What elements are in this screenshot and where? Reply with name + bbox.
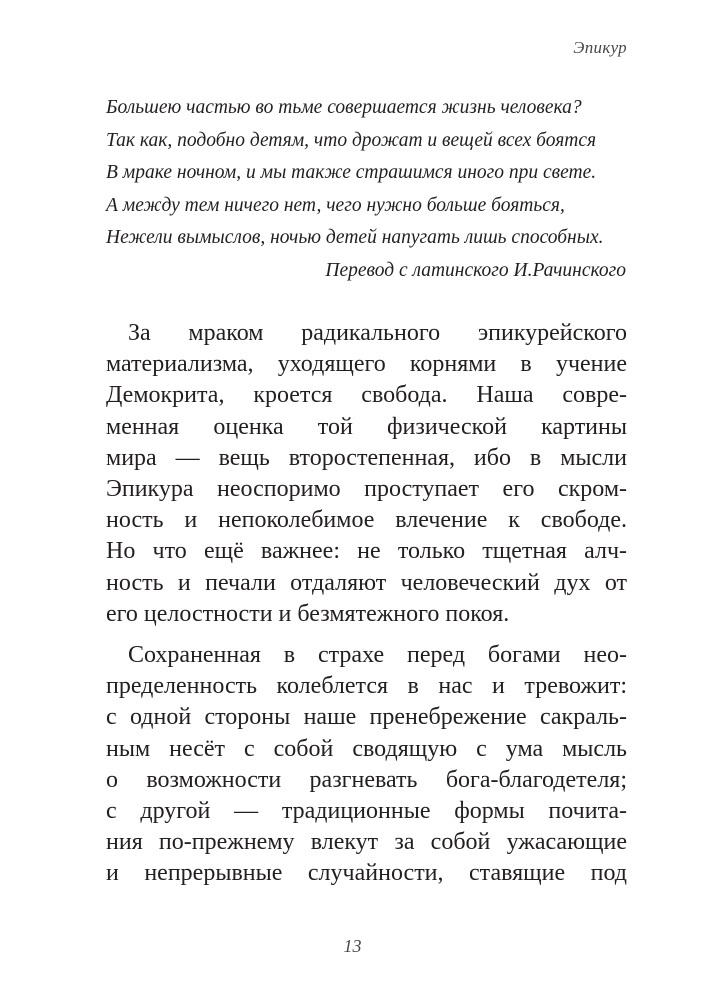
epigraph-line: Так как, подобно детям, что дрожат и вещей всех боятся: [106, 129, 597, 151]
body-line: ность и непоколебимое влечение к свободе.: [106, 507, 627, 534]
body-line: с другой — традиционные формы почита-: [106, 798, 627, 825]
body-line: пределенность колеблется в нас и тревожит:: [106, 673, 627, 700]
body-line: с одной стороны наше пренебрежение сакраль-: [106, 704, 627, 731]
body-line: За мраком радикального эпикурейского: [128, 320, 627, 346]
epigraph-line: Большею частью во тьме совершается жизнь человека?: [106, 97, 582, 118]
body-line: ным несёт с собой сводящую с ума мысль: [106, 735, 627, 762]
body-line: и непрерывные случайности, ставящие под: [106, 860, 627, 887]
page-number: 13: [343, 936, 362, 956]
paragraph: [106, 318, 627, 630]
epigraph-line: Нежели вымыслов, ночью детей напугать лишь способных.: [106, 227, 604, 248]
body-line: мира — вещь второстепенная, ибо в мысли: [106, 444, 627, 471]
epigraph: [106, 92, 626, 287]
body-line: Эпикура неоспоримо проступает его скром-: [106, 476, 627, 503]
body-line: материализма, уходящего корнями в учение: [106, 351, 627, 378]
paragraph: [106, 640, 627, 890]
body-text: [106, 318, 627, 890]
body-line: о возможности разгневать бога-благодетеля;: [106, 766, 627, 793]
body-line: менная оценка той физической картины: [106, 413, 627, 440]
body-line: Но что ещё важнее: не только тщетная алч-: [106, 538, 627, 565]
running-head: Эпикур: [573, 38, 627, 57]
paragraph-gap: [106, 630, 627, 640]
epigraph-credit: Перевод с латинского И.Рачинского: [325, 259, 626, 281]
body-line: ния по-прежнему влекут за собой ужасающие: [106, 829, 627, 856]
epigraph-line: В мраке ночном, и мы также страшимся иного при свете.: [106, 162, 597, 183]
epigraph-line: А между тем ничего нет, чего нужно больше бояться,: [106, 194, 565, 216]
body-line: Сохраненная в страхе перед богами нео-: [128, 642, 627, 669]
body-line: ность и печали отдаляют человеческий дух от: [106, 569, 627, 596]
body-line: Демокрита, кроется свобода. Наша совре-: [106, 382, 627, 409]
body-line: его целостности и безмятежного покоя.: [106, 600, 510, 627]
